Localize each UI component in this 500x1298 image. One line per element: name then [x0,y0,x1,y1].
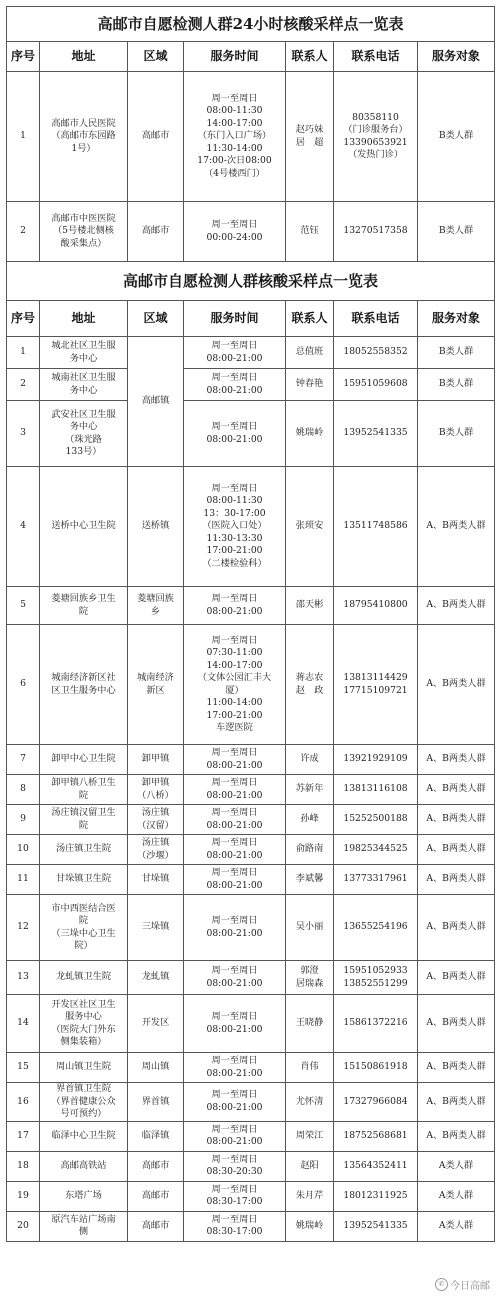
cell-phone: 17327966084 [334,1083,418,1122]
cell-area: 菱塘回族 乡 [128,587,184,625]
cell-target: A、B两类人群 [418,805,495,835]
cell-time: 周一至周日 08:00-21:00 [184,587,286,625]
cell-target: A、B两类人群 [418,467,495,587]
header-cell: 联系电话 [334,301,418,337]
cell-area: 临泽镇 [128,1121,184,1151]
cell-no: 6 [7,625,40,745]
cell-time: 周一至周日 08:00-11:30 14:00-17:00 （东门入口广场） 11:30-14:00 17:00-次日08:00 （4号楼西门） [184,72,286,202]
table-row [7,202,495,262]
header-cell: 序号 [7,42,40,72]
cell-target: A、B两类人群 [418,1053,495,1083]
cell-no: 20 [7,1211,40,1241]
document-sheet [6,6,494,1242]
cell-target: A、B两类人群 [418,1121,495,1151]
cell-no: 2 [7,369,40,401]
table-row [7,401,495,467]
header-cell: 地址 [40,42,128,72]
cell-address: 界首镇卫生院 （界首健康公众 号可预约） [40,1083,128,1122]
cell-no: 19 [7,1181,40,1211]
table-regular-title: 高邮市自愿检测人群核酸采样点一览表 [7,262,495,301]
cell-phone: 13655254196 [334,895,418,961]
cell-target: A类人群 [418,1151,495,1181]
cell-time: 周一至周日 07:30-11:00 14:00-17:00 （文体公园汇丰大 厦） 11:00-14:00 17:00-21:00 车逻医院 [184,625,286,745]
cell-area: 送桥镇 [128,467,184,587]
cell-target: A、B两类人群 [418,895,495,961]
cell-area: 高邮市 [128,1151,184,1181]
watermark [435,1277,490,1292]
cell-address: 菱塘回族乡卫生 院 [40,587,128,625]
cell-target: A、B两类人群 [418,745,495,775]
cell-no: 12 [7,895,40,961]
cell-address: 周山镇卫生院 [40,1053,128,1083]
cell-phone: 13270517358 [334,202,418,262]
table-24h-title: 高邮市自愿检测人群24小时核酸采样点一览表 [7,7,495,42]
cell-phone: 13921929109 [334,745,418,775]
cell-address: 汤庄镇卫生院 [40,835,128,865]
cell-no: 16 [7,1083,40,1122]
cell-area: 高邮市 [128,72,184,202]
cell-address: 卸甲中心卫生院 [40,745,128,775]
cell-contact: 邵天彬 [286,587,334,625]
header-cell: 地址 [40,301,128,337]
cell-target: A、B两类人群 [418,995,495,1053]
cell-area: 界首镇 [128,1083,184,1122]
cell-contact: 范钰 [286,202,334,262]
cell-area: 卸甲镇 [128,745,184,775]
cell-target: B类人群 [418,202,495,262]
cell-time: 周一至周日 08:00-21:00 [184,1121,286,1151]
cell-no: 11 [7,865,40,895]
cell-contact: 蒋志农 赵 政 [286,625,334,745]
cell-address: 城南社区卫生服 务中心 [40,369,128,401]
header-cell: 服务对象 [418,301,495,337]
table-row [7,961,495,995]
cell-target: B类人群 [418,337,495,369]
cell-phone: 15951059608 [334,369,418,401]
table-row [7,467,495,587]
cell-contact: 吴小丽 [286,895,334,961]
cell-area: 高邮市 [128,1181,184,1211]
table-row [7,1083,495,1122]
cell-no: 4 [7,467,40,587]
cell-contact: 赵巧妹 居 超 [286,72,334,202]
cell-no: 3 [7,401,40,467]
header-cell: 区域 [128,301,184,337]
header-cell: 区域 [128,42,184,72]
table-row [7,1211,495,1241]
cell-no: 14 [7,995,40,1053]
cell-area: 三垛镇 [128,895,184,961]
cell-no: 7 [7,745,40,775]
header-cell: 序号 [7,301,40,337]
cell-no: 5 [7,587,40,625]
table-row [7,72,495,202]
table-row [7,337,495,369]
table-row [7,1181,495,1211]
cell-time: 周一至周日 08:30-17:00 [184,1181,286,1211]
cell-time: 周一至周日 08:00-21:00 [184,1083,286,1122]
cell-time: 周一至周日 08:30-17:00 [184,1211,286,1241]
cell-address: 市中西医结合医 院 （三垛中心卫生 院） [40,895,128,961]
table-header-row [7,42,495,72]
cell-no: 8 [7,775,40,805]
cell-target: B类人群 [418,72,495,202]
cell-contact: 张琐安 [286,467,334,587]
cell-phone: 15150861918 [334,1053,418,1083]
cell-area: 甘垛镇 [128,865,184,895]
table-row [7,745,495,775]
table-row [7,805,495,835]
table-row [7,625,495,745]
table-row [7,865,495,895]
cell-address: 城北社区卫生服 务中心 [40,337,128,369]
cell-time: 周一至周日 00:00-24:00 [184,202,286,262]
cell-phone: 13813114429 17715109721 [334,625,418,745]
cell-time: 周一至周日 08:30-20:30 [184,1151,286,1181]
cell-contact: 李斌馨 [286,865,334,895]
cell-phone: 18795410800 [334,587,418,625]
cell-time: 周一至周日 08:00-21:00 [184,865,286,895]
cell-phone: 15951052933 13852551299 [334,961,418,995]
cell-area: 周山镇 [128,1053,184,1083]
cell-address: 龙虬镇卫生院 [40,961,128,995]
cell-phone: 19825344525 [334,835,418,865]
watermark-text: 今日高邮 [450,1281,490,1292]
cell-time: 周一至周日 08:00-21:00 [184,337,286,369]
cell-contact: 苏新年 [286,775,334,805]
table-row [7,1121,495,1151]
cell-phone: 18752568681 [334,1121,418,1151]
cell-address: 汤庄镇汉留卫生 院 [40,805,128,835]
cell-time: 周一至周日 08:00-21:00 [184,961,286,995]
cell-target: A、B两类人群 [418,835,495,865]
cell-contact: 孙峰 [286,805,334,835]
cell-no: 10 [7,835,40,865]
cell-contact: 郭澄 居瑞森 [286,961,334,995]
cell-no: 18 [7,1151,40,1181]
cell-target: A、B两类人群 [418,587,495,625]
cell-time: 周一至周日 08:00-21:00 [184,369,286,401]
cell-contact: 总值班 [286,337,334,369]
cell-time: 周一至周日 08:00-11:30 13：30-17:00 （医院入口处） 11:30-13:30 17:00-21:00 （二楼检验科） [184,467,286,587]
cell-target: A类人群 [418,1181,495,1211]
cell-address: 东塔广场 [40,1181,128,1211]
cell-area: 开发区 [128,995,184,1053]
cell-address: 原汽车站广场南 侧 [40,1211,128,1241]
cell-phone: 13952541335 [334,1211,418,1241]
cell-area: 高邮市 [128,202,184,262]
cell-address: 开发区社区卫生 服务中心 （医院大门外东 侧集装箱） [40,995,128,1053]
wechat-icon: ✆ [435,1278,448,1291]
table-row [7,995,495,1053]
cell-phone: 18052558352 [334,337,418,369]
cell-area: 城南经济 新区 [128,625,184,745]
cell-area: 卸甲镇 （八桥） [128,775,184,805]
cell-phone: 13564352411 [334,1151,418,1181]
cell-contact: 肖伟 [286,1053,334,1083]
cell-address: 卸甲镇八桥卫生 院 [40,775,128,805]
cell-no: 15 [7,1053,40,1083]
cell-target: A、B两类人群 [418,961,495,995]
cell-area: 汤庄镇 （沙堰） [128,835,184,865]
header-cell: 服务时间 [184,42,286,72]
header-cell: 联系电话 [334,42,418,72]
cell-area: 龙虬镇 [128,961,184,995]
cell-area: 高邮市 [128,1211,184,1241]
cell-target: B类人群 [418,401,495,467]
cell-no: 17 [7,1121,40,1151]
table-row [7,775,495,805]
cell-target: A、B两类人群 [418,775,495,805]
cell-contact: 王晓静 [286,995,334,1053]
table-regular-body [7,337,495,1242]
cell-phone: 13773317961 [334,865,418,895]
cell-contact: 朱月芹 [286,1181,334,1211]
cell-address: 甘垛镇卫生院 [40,865,128,895]
table-row [7,835,495,865]
cell-time: 周一至周日 08:00-21:00 [184,401,286,467]
cell-no: 9 [7,805,40,835]
cell-phone: 13511748586 [334,467,418,587]
cell-contact: 钟春艳 [286,369,334,401]
cell-address: 城南经济新区社 区卫生服务中心 [40,625,128,745]
cell-target: A、B两类人群 [418,625,495,745]
cell-time: 周一至周日 08:00-21:00 [184,835,286,865]
cell-contact: 尤怀清 [286,1083,334,1122]
cell-no: 1 [7,72,40,202]
cell-no: 1 [7,337,40,369]
cell-address: 送桥中心卫生院 [40,467,128,587]
cell-area: 汤庄镇 （汉留） [128,805,184,835]
cell-time: 周一至周日 08:00-21:00 [184,1053,286,1083]
table-row [7,895,495,961]
cell-address: 武安社区卫生服 务中心 （珠光路 133号） [40,401,128,467]
cell-no: 2 [7,202,40,262]
cell-phone: 13952541335 [334,401,418,467]
cell-target: B类人群 [418,369,495,401]
cell-contact: 许成 [286,745,334,775]
cell-target: A类人群 [418,1211,495,1241]
cell-phone: 80358110 （门诊服务台） 13390653921 （发热门诊） [334,72,418,202]
table-row [7,1151,495,1181]
header-cell: 服务对象 [418,42,495,72]
table-header-row [7,301,495,337]
cell-area: 高邮镇 [128,337,184,467]
table-24h [6,6,495,1242]
cell-time: 周一至周日 08:00-21:00 [184,895,286,961]
header-cell: 联系人 [286,301,334,337]
cell-contact: 姚瑞岭 [286,401,334,467]
header-cell: 联系人 [286,42,334,72]
cell-time: 周一至周日 08:00-21:00 [184,775,286,805]
cell-no: 13 [7,961,40,995]
cell-target: A、B两类人群 [418,865,495,895]
table-row [7,1053,495,1083]
cell-target: A、B两类人群 [418,1083,495,1122]
table-row [7,587,495,625]
table-row [7,369,495,401]
cell-phone: 15861372216 [334,995,418,1053]
cell-time: 周一至周日 08:00-21:00 [184,805,286,835]
cell-time: 周一至周日 08:00-21:00 [184,745,286,775]
cell-address: 临泽中心卫生院 [40,1121,128,1151]
cell-contact: 俞路南 [286,835,334,865]
cell-address: 高邮市中医医院 （5号楼北侧核 酸采集点） [40,202,128,262]
cell-phone: 18012311925 [334,1181,418,1211]
cell-phone: 15252500188 [334,805,418,835]
cell-contact: 姚瑞岭 [286,1211,334,1241]
cell-time: 周一至周日 08:00-21:00 [184,995,286,1053]
cell-contact: 周荣江 [286,1121,334,1151]
cell-contact: 赵阳 [286,1151,334,1181]
cell-address: 高邮市人民医院 （高邮市东园路 1号） [40,72,128,202]
cell-phone: 13813116108 [334,775,418,805]
header-cell: 服务时间 [184,301,286,337]
cell-address: 高邮高铁站 [40,1151,128,1181]
